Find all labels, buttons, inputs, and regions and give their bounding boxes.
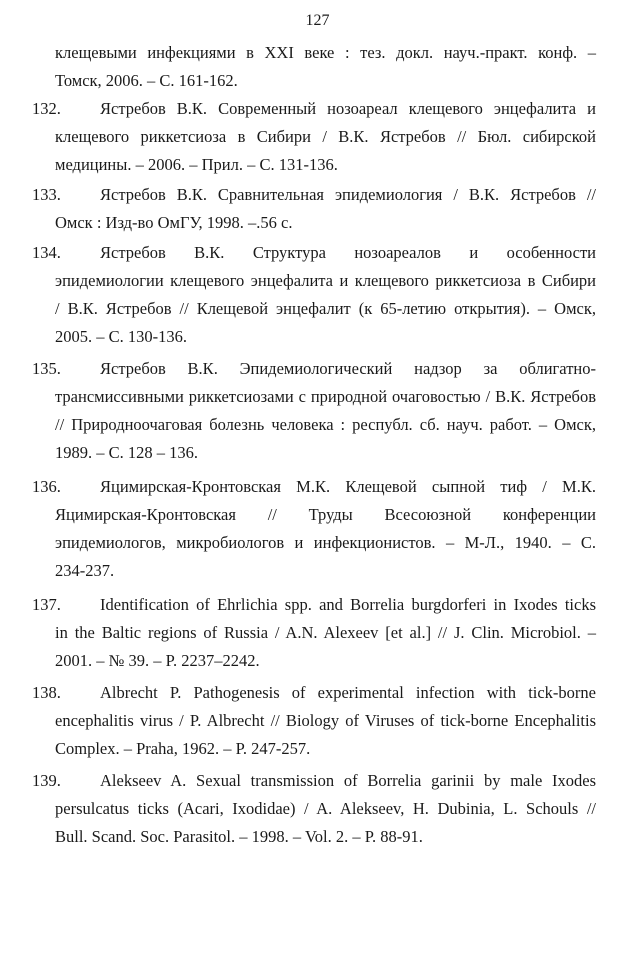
entry-line: Complex. – Praha, 1962. – P. 247-257.: [55, 739, 311, 758]
entry-line: медицины. – 2006. – Прил. – С. 131-136.: [55, 155, 338, 174]
entry-line: эпидемиологии клещевого энцефалита и клещевого риккетсиоза в Сибири: [55, 271, 596, 290]
entry-line: 234-237.: [55, 561, 115, 580]
entry-number: 134.: [32, 243, 61, 262]
entry-number: 138.: [32, 683, 61, 702]
entry-line: persulcatus ticks (Acari, Ixodidae) / A. Alekseev, H. Dubinia, L. Schouls //: [55, 799, 596, 818]
entry-number: 137.: [32, 595, 61, 614]
entry-line: Bull. Scand. Soc. Parasitol. – 1998. – Vol. 2. – P. 88-91.: [55, 827, 423, 846]
entry-line: Identification of Ehrlichia spp. and Borrelia burgdorferi in Ixodes ticks: [100, 595, 596, 614]
entry-line: Ястребов В.К. Эпидемиологический надзор за облигатно-: [100, 359, 596, 378]
entry-line: Ястребов В.К. Современный нозоареал клещевого энцефалита и: [100, 99, 596, 118]
entry-line: эпидемиологов, микробиологов и инфекционистов. – М-Л., 1940. – С.: [55, 533, 596, 552]
entry-line: Яцимирская-Кронтовская // Труды Всесоюзной конференции: [55, 505, 596, 524]
continuation-line: клещевыми инфекциями в XXI веке : тез. докл. науч.-практ. конф. –: [55, 43, 596, 62]
entry-line: encephalitis virus / P. Albrecht // Biology of Viruses of tick-borne Encephalitis: [55, 711, 596, 730]
entry-line: 2005. – С. 130-136.: [55, 327, 187, 346]
entry-line: клещевого риккетсиоза в Сибири / В.К. Ястребов // Бюл. сибирской: [55, 127, 596, 146]
entry-number: 133.: [32, 185, 61, 204]
entry-line: Яцимирская-Кронтовская М.К. Клещевой сыпной тиф / М.К.: [100, 477, 596, 496]
entry-number: 132.: [32, 99, 61, 118]
entry-line: in the Baltic regions of Russia / A.N. Alexeev [et al.] // J. Clin. Microbiol. –: [55, 623, 596, 642]
page-number: 127: [305, 12, 330, 29]
continuation-line: Томск, 2006. – С. 161-162.: [55, 71, 238, 90]
entry-line: трансмиссивными риккетсиозами с природной очаговостью / В.К. Ястребов: [55, 387, 596, 406]
entry-number: 136.: [32, 477, 61, 496]
entry-number: 135.: [32, 359, 61, 378]
entry-number: 139.: [32, 771, 61, 790]
entry-line: Alekseev A. Sexual transmission of Borrelia garinii by male Ixodes: [100, 771, 596, 790]
entry-line: / В.К. Ястребов // Клещевой энцефалит (к 65-летию открытия). – Омск,: [55, 299, 596, 318]
entry-line: Омск : Изд-во ОмГУ, 1998. –.56 с.: [55, 213, 293, 232]
entry-line: 2001. – № 39. – P. 2237–2242.: [55, 651, 260, 670]
entry-line: Albrecht P. Pathogenesis of experimental infection with tick-borne: [100, 683, 596, 702]
entry-line: // Природноочаговая болезнь человека : республ. сб. науч. работ. – Омск,: [55, 415, 596, 434]
entry-line: Ястребов В.К. Структура нозоареалов и особенности: [100, 243, 596, 262]
entry-line: Ястребов В.К. Сравнительная эпидемиология / В.К. Ястребов //: [100, 185, 596, 204]
entry-line: 1989. – С. 128 – 136.: [55, 443, 199, 462]
